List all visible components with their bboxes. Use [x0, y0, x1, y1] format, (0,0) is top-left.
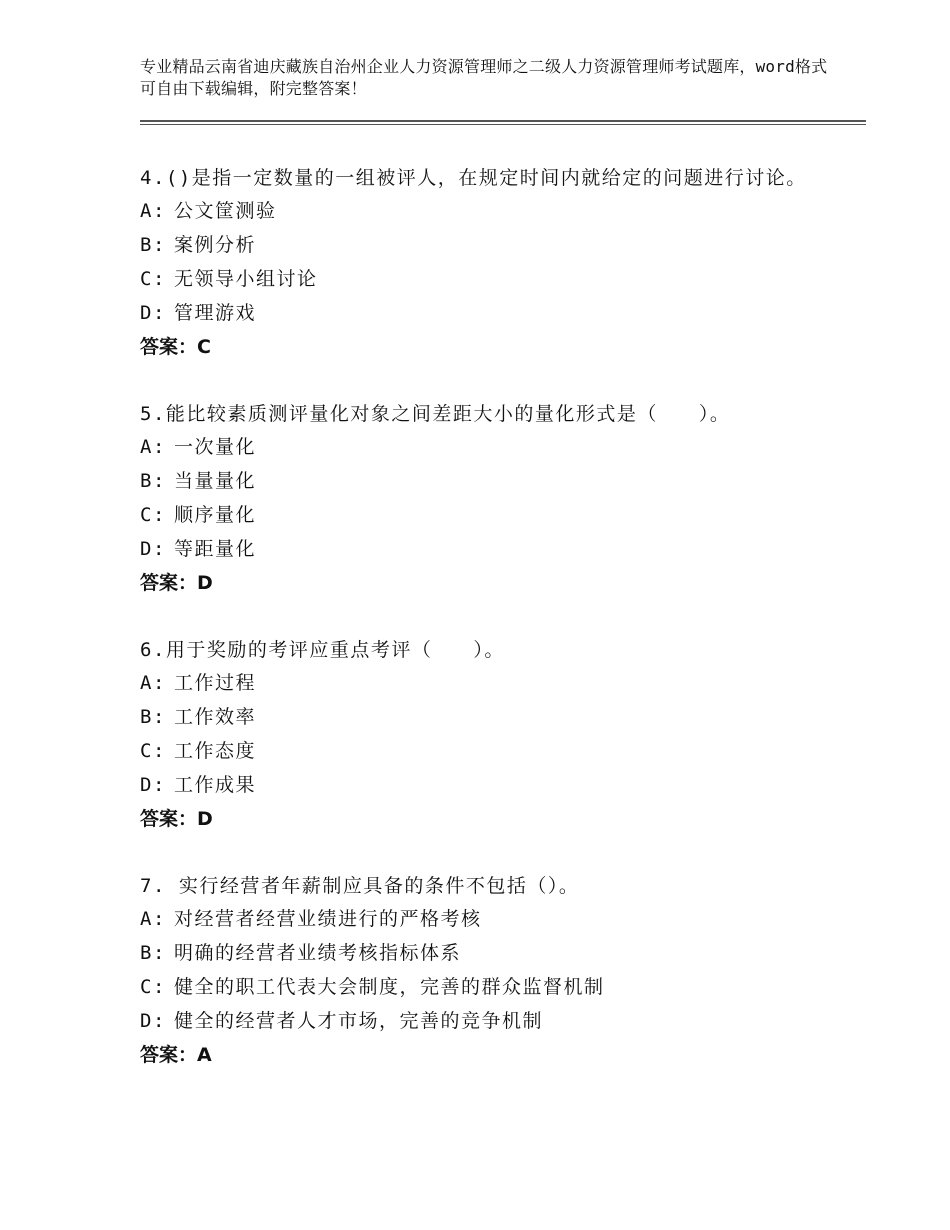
option-text: 工作成果 [174, 774, 257, 796]
option-text: 无领导小组讨论 [174, 268, 318, 290]
option-b [140, 700, 840, 734]
option-key: D: [140, 302, 166, 324]
option-key: B: [140, 706, 166, 728]
option-key: B: [140, 234, 166, 256]
option-text: 公文筐测验 [174, 200, 277, 222]
option-b [140, 464, 840, 498]
answer: 答案：D [140, 572, 213, 594]
option-text: 健全的经营者人才市场，完善的竞争机制 [174, 1010, 544, 1032]
option-text: 健全的职工代表大会制度，完善的群众监督机制 [174, 976, 605, 998]
answer: 答案：D [140, 808, 213, 830]
option-d [140, 532, 840, 566]
option-b [140, 936, 840, 970]
option-key: A: [140, 672, 166, 694]
option-text: 工作过程 [174, 672, 257, 694]
question-text: 6.用于奖励的考评应重点考评（ ）。 [140, 639, 505, 661]
question-7 [140, 870, 840, 1072]
option-key: D: [140, 774, 166, 796]
option-text: 当量量化 [174, 470, 257, 492]
question-text: 4.()是指一定数量的一组被评人，在规定时间内就给定的问题进行讨论。 [140, 167, 807, 189]
answer: 答案：A [140, 1044, 212, 1066]
option-b [140, 228, 840, 262]
header-divider [140, 120, 866, 125]
option-a [140, 194, 840, 228]
option-a [140, 902, 840, 936]
option-key: D: [140, 538, 166, 560]
option-key: A: [140, 908, 166, 930]
option-text: 工作效率 [174, 706, 257, 728]
option-text: 管理游戏 [174, 302, 257, 324]
option-text: 明确的经营者业绩考核指标体系 [174, 942, 462, 964]
option-key: C: [140, 740, 166, 762]
option-d [140, 768, 840, 802]
option-key: B: [140, 470, 166, 492]
option-key: D: [140, 1010, 166, 1032]
question-5 [140, 398, 840, 600]
option-d [140, 296, 840, 330]
option-d [140, 1004, 840, 1038]
option-key: C: [140, 268, 166, 290]
question-list [140, 162, 840, 1106]
option-key: A: [140, 200, 166, 222]
option-key: A: [140, 436, 166, 458]
option-key: C: [140, 976, 166, 998]
option-key: B: [140, 942, 166, 964]
option-c [140, 970, 840, 1004]
question-4 [140, 162, 840, 364]
option-a [140, 666, 840, 700]
option-c [140, 498, 840, 532]
question-text: 7. 实行经营者年薪制应具备的条件不包括（）。 [140, 875, 580, 897]
answer: 答案：C [140, 336, 211, 358]
option-c [140, 734, 840, 768]
document-header: 专业精品云南省迪庆藏族自治州企业人力资源管理师之二级人力资源管理师考试题库，word格式可自由下载编辑，附完整答案！ [140, 57, 828, 98]
option-text: 案例分析 [174, 234, 257, 256]
option-text: 对经营者经营业绩进行的严格考核 [174, 908, 482, 930]
option-text: 一次量化 [174, 436, 257, 458]
option-text: 顺序量化 [174, 504, 257, 526]
option-key: C: [140, 504, 166, 526]
option-text: 等距量化 [174, 538, 257, 560]
question-text: 5.能比较素质测评量化对象之间差距大小的量化形式是（ ）。 [140, 403, 731, 425]
option-a [140, 430, 840, 464]
question-6 [140, 634, 840, 836]
option-text: 工作态度 [174, 740, 257, 762]
option-c [140, 262, 840, 296]
